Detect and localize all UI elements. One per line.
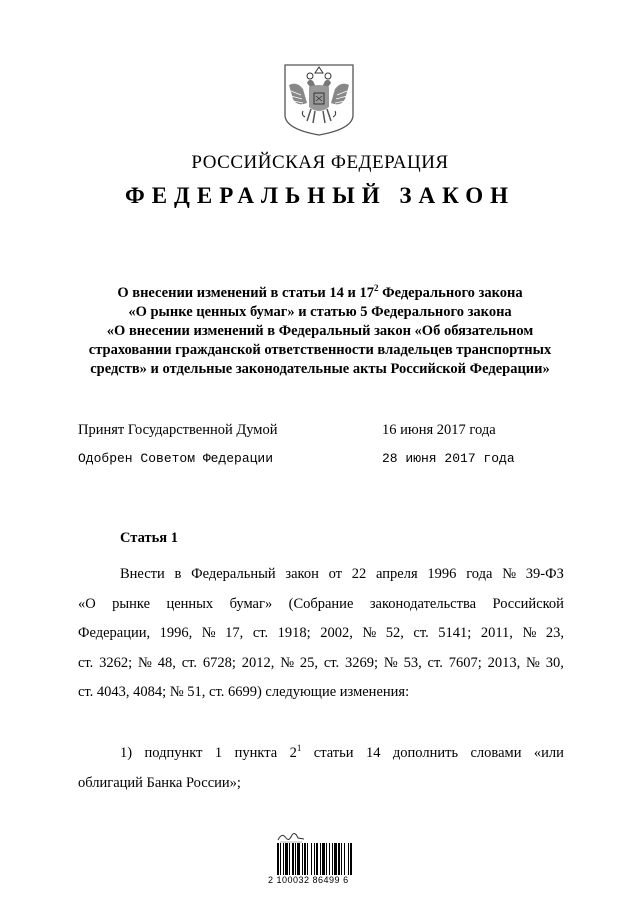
paragraph-line	[78, 619, 564, 649]
paragraph-line: 1) подпункт 1 пункта $2^1$ статьи 14 дополнить словами «или	[120, 743, 564, 761]
barcode-bar	[338, 843, 340, 875]
council-date: 28 июня 2017 года	[382, 451, 515, 466]
barcode-bar	[280, 843, 281, 875]
word: 25,	[299, 654, 318, 671]
barcode-bar	[329, 843, 330, 875]
word: 2002,	[320, 625, 353, 641]
barcode-bar	[348, 843, 349, 875]
word: ст.	[427, 654, 443, 671]
word: 23,	[545, 625, 564, 641]
word: №	[526, 654, 540, 671]
barcode-number: 2 100032 86499 6	[268, 875, 349, 885]
word: №	[362, 625, 377, 641]
title-line-4: страховании гражданской ответственности владельцев транспортных	[88, 342, 552, 358]
russian-coat-of-arms-icon	[283, 63, 355, 137]
barcode-icon	[277, 843, 371, 875]
word: №	[280, 654, 295, 671]
word: 48,	[157, 654, 176, 671]
word: №	[522, 625, 537, 641]
word: Федеральный	[191, 566, 276, 582]
paragraph-line	[78, 649, 564, 679]
word: бумаг»	[229, 595, 273, 612]
barcode-bar	[311, 843, 312, 875]
barcode-bar	[307, 843, 308, 875]
word: «О	[78, 595, 96, 612]
article-paragraph	[78, 560, 564, 708]
word: 1918;	[277, 625, 311, 641]
word: 7607;	[448, 654, 482, 671]
word: Внести	[120, 566, 165, 582]
word: 22	[351, 566, 367, 582]
word: №	[502, 566, 517, 582]
word: 2011,	[480, 625, 513, 641]
word: в	[174, 566, 182, 582]
paragraph-line	[78, 590, 564, 620]
word: законодательства	[369, 595, 477, 612]
barcode-bar	[292, 843, 294, 875]
word: 1996	[427, 566, 457, 582]
word: ценных	[166, 595, 214, 612]
word: №	[201, 625, 216, 641]
barcode-bar	[277, 843, 279, 875]
word: 17,	[225, 625, 244, 641]
barcode-bar	[341, 843, 342, 875]
barcode-bar	[326, 843, 327, 875]
article-item-1	[78, 739, 564, 798]
word: закон	[285, 566, 319, 582]
barcode-bar	[289, 843, 290, 875]
word: 5141;	[438, 625, 472, 641]
word: Российской	[492, 595, 564, 612]
word: апреля	[376, 566, 418, 582]
barcode-bar	[316, 843, 318, 875]
barcode-bar	[350, 843, 352, 875]
title-line-5: средств» и отдельные законодательные акты Российской Федерации»	[90, 361, 550, 377]
barcode-bar	[332, 843, 333, 875]
word: 53,	[403, 654, 422, 671]
barcode-bar	[344, 843, 345, 875]
barcode-bar	[283, 843, 284, 875]
barcode-bar	[304, 843, 306, 875]
paragraph-line: ст. 4043, 4084; № 51, ст. 6699) следующие изменения:	[78, 684, 410, 700]
word: 3269;	[345, 654, 379, 671]
signature-stamp-icon	[276, 830, 306, 844]
word: ст.	[323, 654, 340, 671]
word: 2013,	[487, 654, 521, 671]
word: (Собрание	[288, 595, 354, 612]
paragraph-line	[78, 560, 564, 590]
word: ст.	[181, 654, 197, 671]
word: 30,	[545, 654, 564, 671]
duma-label: Принят Государственной Думой	[78, 422, 278, 438]
document-type: ФЕДЕРАЛЬНЫЙ ЗАКОН	[124, 183, 516, 208]
duma-date: 16 июня 2017 года	[382, 422, 496, 438]
word: от	[328, 566, 343, 582]
word: ст.	[252, 625, 269, 641]
word: ст.	[78, 654, 94, 671]
council-label: Одобрен Советом Федерации	[78, 451, 274, 466]
law-title	[60, 284, 580, 379]
word: рынке	[112, 595, 151, 612]
word: №	[383, 654, 398, 671]
title-line-3: «О внесении изменений в Федеральный закон «Об обязательном	[106, 323, 534, 339]
word: 3262;	[99, 654, 133, 671]
title-line-1: О внесении изменений в статьи 14 и $17^2$ Федерального закона	[117, 283, 523, 301]
barcode-bar	[297, 843, 300, 875]
barcode-bar	[314, 843, 315, 875]
barcode-bar	[295, 843, 296, 875]
article-heading: Статья 1	[120, 530, 178, 546]
barcode-bar	[334, 843, 337, 875]
barcode-bar	[285, 843, 288, 875]
word: Федерации,	[78, 625, 151, 641]
word: 2012,	[241, 654, 275, 671]
word: 6728;	[202, 654, 236, 671]
word: ст.	[413, 625, 429, 641]
country-name: РОССИЙСКАЯ ФЕДЕРАЦИЯ	[191, 152, 449, 173]
barcode-bar	[322, 843, 325, 875]
barcode-bar	[302, 843, 303, 875]
title-line-2: «О рынке ценных бумаг» и статью 5 Федерального закона	[128, 304, 512, 320]
word: 52,	[385, 625, 404, 641]
word: №	[138, 654, 152, 671]
word: 1996,	[159, 625, 193, 641]
paragraph-line: облигаций Банка России»;	[78, 774, 241, 791]
word: 39-ФЗ	[525, 566, 564, 582]
barcode-bar	[320, 843, 321, 875]
word: года	[466, 566, 493, 582]
